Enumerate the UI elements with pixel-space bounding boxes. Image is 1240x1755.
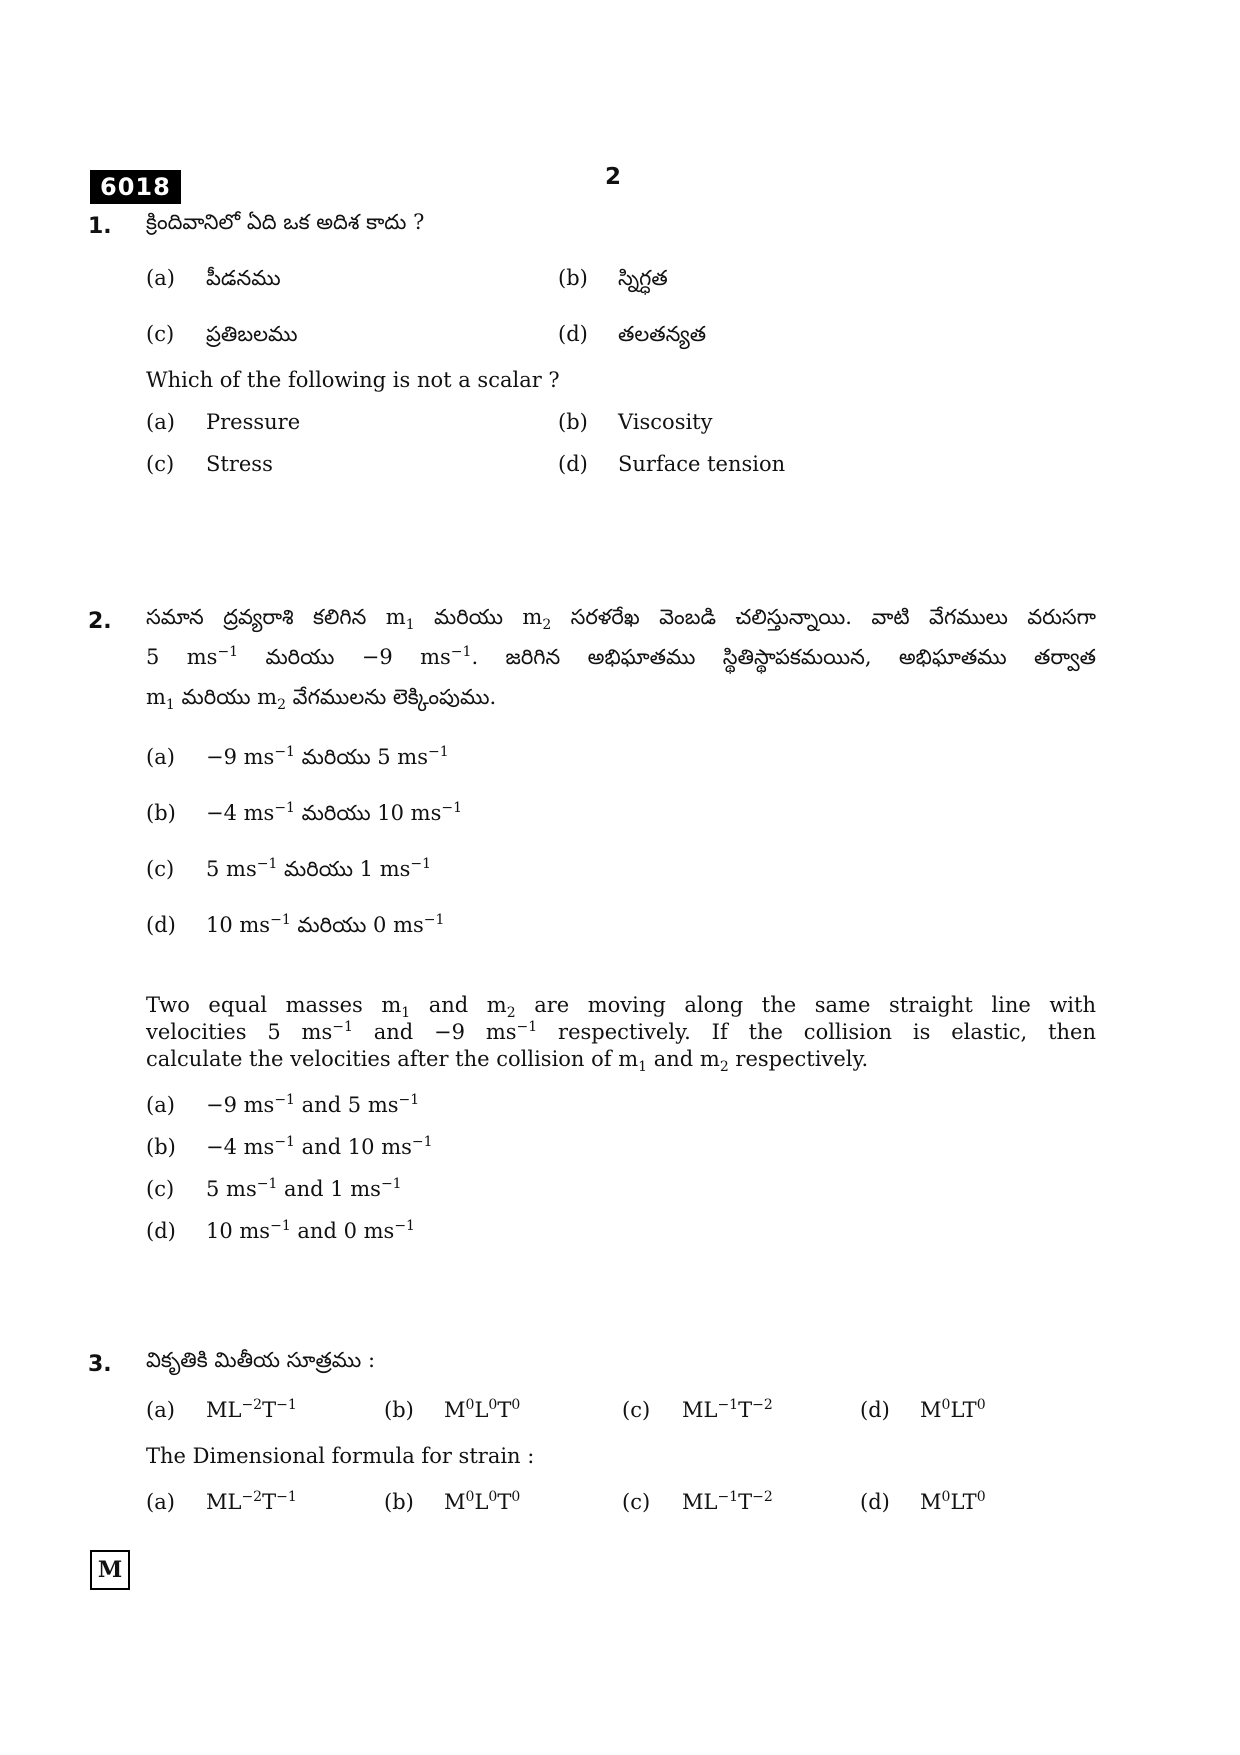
question-text-telugu: క్రిందివానిలో ఏది ఒక అదిశ కాదు ?: [146, 210, 425, 234]
option-c-english[interactable]: (c) $ML^{-1}T^{-2}$: [622, 1489, 773, 1514]
question-text-telugu-line-3: $m_1$ మరియు $m_2$ వేగములను లెక్కింపుము.: [146, 685, 497, 713]
option-a-english[interactable]: (a) Pressure: [146, 410, 301, 434]
option-c-english[interactable]: (c) 5 $ms^{-1}$ and 1 $ms^{-1}$: [146, 1176, 402, 1201]
question-text-english-line-1: Two equal masses $m_1$ and $m_2$ are moving along the same straight line with: [146, 993, 1096, 1021]
option-a-telugu[interactable]: (a) $ML^{-2}T^{-1}$: [146, 1397, 297, 1422]
option-d-english[interactable]: (d) 10 $ms^{-1}$ and 0 $ms^{-1}$: [146, 1218, 415, 1243]
page-number: 2: [605, 164, 622, 190]
option-d-telugu[interactable]: (d) $M^0LT^0$: [860, 1397, 986, 1422]
option-b-telugu[interactable]: (b) స్నిగ్ధత: [558, 266, 668, 290]
option-c-telugu[interactable]: (c) 5 $ms^{-1}$ మరియు 1 $ms^{-1}$: [146, 856, 432, 881]
option-b-telugu[interactable]: (b) $M^0L^0T^0$: [384, 1397, 521, 1422]
option-c-telugu[interactable]: (c) $ML^{-1}T^{-2}$: [622, 1397, 773, 1422]
footer-mark: M: [90, 1550, 130, 1590]
question-text-english: The Dimensional formula for strain :: [146, 1444, 535, 1468]
question-text-telugu-line-1: సమాన ద్రవ్యరాశి కలిగిన $m_1$ మరియు $m_2$ సరళరేఖ వెంబడి చలిస్తున్నాయి. వాటి వేగములు వరుసగా: [146, 605, 1096, 633]
option-a-english[interactable]: (a) $ML^{-2}T^{-1}$: [146, 1489, 297, 1514]
option-d-telugu[interactable]: (d) తలతన్యత: [558, 322, 707, 346]
option-d-telugu[interactable]: (d) 10 $ms^{-1}$ మరియు 0 $ms^{-1}$: [146, 912, 445, 937]
question-number: 3.: [88, 1352, 112, 1377]
option-c-telugu[interactable]: (c) ప్రతిబలము: [146, 322, 298, 346]
option-d-english[interactable]: (d) Surface tension: [558, 452, 786, 476]
option-a-english[interactable]: (a) −9 $ms^{-1}$ and 5 $ms^{-1}$: [146, 1092, 420, 1117]
question-number: 2.: [88, 609, 112, 634]
question-text-telugu-line-2: 5 $ms^{-1}$ మరియు −9 $ms^{-1}$. జరిగిన అభిఘాతము స్థితిస్థాపకమయిన, అభిఘాతము తర్వాత: [146, 644, 1096, 669]
option-c-english[interactable]: (c) Stress: [146, 452, 273, 476]
question-text-telugu: వికృతికి మితీయ సూత్రము :: [146, 1348, 376, 1372]
question-text-english-line-2: velocities 5 $ms^{-1}$ and −9 $ms^{-1}$ respectively. If the collision is elastic, then: [146, 1019, 1096, 1044]
option-b-english[interactable]: (b) $M^0L^0T^0$: [384, 1489, 521, 1514]
option-a-telugu[interactable]: (a) −9 $ms^{-1}$ మరియు 5 $ms^{-1}$: [146, 744, 449, 769]
paper-code-badge: 6018: [90, 170, 181, 204]
option-b-telugu[interactable]: (b) −4 $ms^{-1}$ మరియు 10 $ms^{-1}$: [146, 800, 462, 825]
question-text-english-line-3: calculate the velocities after the collision of $m_1$ and $m_2$ respectively.: [146, 1047, 869, 1075]
question-number: 1.: [88, 214, 112, 239]
option-b-english[interactable]: (b) Viscosity: [558, 410, 713, 434]
option-b-english[interactable]: (b) −4 $ms^{-1}$ and 10 $ms^{-1}$: [146, 1134, 433, 1159]
option-a-telugu[interactable]: (a) పీడనము: [146, 266, 281, 290]
question-text-english: Which of the following is not a scalar ?: [146, 368, 560, 392]
option-d-english[interactable]: (d) $M^0LT^0$: [860, 1489, 986, 1514]
